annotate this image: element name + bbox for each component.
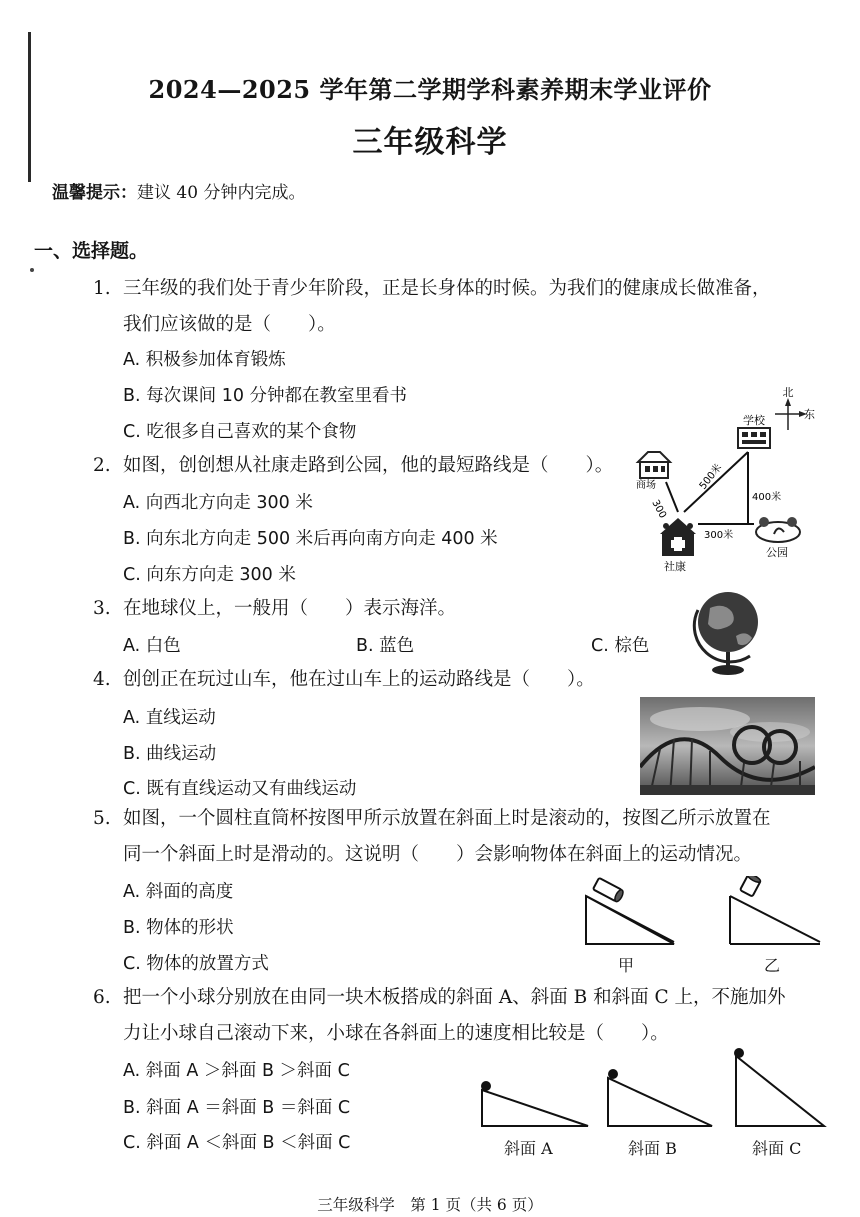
slope-yi	[730, 876, 820, 944]
school-icon	[738, 428, 770, 448]
question-number: 5.	[93, 808, 111, 829]
tip-text: 建议 40 分钟内完成。	[137, 183, 306, 203]
route-clinic-school	[684, 452, 748, 512]
ball-icon	[608, 1069, 618, 1079]
option-6a[interactable]: A. 斜面 A ＞斜面 B ＞斜面 C	[123, 1061, 350, 1081]
section-title: 一、选择题。	[34, 240, 149, 262]
three-slopes-figure	[474, 1044, 830, 1160]
option-2b[interactable]: B. 向东北方向走 500 米后再向南方向走 400 米	[123, 529, 498, 549]
option-4a[interactable]: A. 直线运动	[123, 708, 216, 728]
park-label: 公园	[766, 546, 788, 559]
option-5a[interactable]: A. 斜面的高度	[123, 882, 234, 902]
question-line: 如图，一个圆柱直筒杯按图甲所示放置在斜面上时是滚动的，按图乙所示放置在	[123, 808, 771, 829]
question-line: 创创正在玩过山车，他在过山车上的运动路线是（ ）。	[123, 669, 595, 690]
compass-north-label: 北	[782, 386, 794, 399]
tip-line	[52, 178, 305, 203]
compass-east-label: 东	[804, 408, 815, 421]
label-jia: 甲	[618, 956, 635, 975]
question-line: 在地球仪上，一般用（ ）表示海洋。	[123, 598, 457, 619]
slope-jia	[586, 878, 674, 944]
tip-label: 温馨提示：	[52, 183, 137, 203]
roller-coaster-image	[640, 697, 815, 795]
route-map-figure	[628, 384, 828, 574]
option-4c[interactable]: C. 既有直线运动又有曲线运动	[123, 779, 357, 799]
roller-coaster-photo	[640, 697, 815, 795]
scan-dot	[30, 268, 34, 272]
option-6c[interactable]: C. 斜面 A ＜斜面 B ＜斜面 C	[123, 1133, 351, 1153]
question-line: 把一个小球分别放在由同一块木板搭成的斜面 A、斜面 B 和斜面 C 上，不施加外	[123, 987, 786, 1008]
globe-figure	[684, 584, 774, 678]
park-icon	[756, 517, 800, 542]
distance-mall-clinic: 300	[649, 498, 669, 521]
compass-icon	[775, 398, 807, 430]
route-mall-clinic	[666, 482, 678, 512]
cup-lying-icon	[593, 878, 625, 903]
label-slope-c: 斜面 C	[752, 1139, 802, 1158]
question-number: 2.	[93, 455, 111, 476]
three-slopes-svg	[474, 1044, 830, 1132]
option-3b[interactable]: B. 蓝色	[356, 636, 415, 656]
option-1b[interactable]: B. 每次课间 10 分钟都在教室里看书	[123, 386, 408, 406]
distance-clinic-school: 500米	[697, 462, 725, 492]
question-line: 我们应该做的是（ ）。	[123, 314, 336, 335]
distance-school-park: 400米	[752, 492, 782, 503]
slope-a	[481, 1081, 588, 1126]
question-line: 如图，创创想从社康走路到公园，他的最短路线是（ ）。	[123, 455, 614, 476]
ball-icon	[481, 1081, 491, 1091]
clinic-icon	[660, 518, 696, 556]
globe-icon	[684, 584, 774, 678]
exam-title: 2024—2025 学年第二学期学科素养期末学业评价	[148, 75, 712, 104]
option-6b[interactable]: B. 斜面 A ＝斜面 B ＝斜面 C	[123, 1098, 351, 1118]
option-3a[interactable]: A. 白色	[123, 636, 181, 656]
question-number: 1.	[93, 278, 111, 299]
clinic-label: 社康	[664, 560, 686, 573]
slope-b	[608, 1069, 712, 1126]
option-1c[interactable]: C. 吃很多自己喜欢的某个食物	[123, 422, 357, 442]
option-2c[interactable]: C. 向东方向走 300 米	[123, 565, 296, 585]
label-slope-b: 斜面 B	[628, 1139, 677, 1158]
route-map-svg	[628, 384, 828, 574]
option-4b[interactable]: B. 曲线运动	[123, 744, 217, 764]
ball-icon	[734, 1048, 744, 1058]
question-number: 4.	[93, 669, 111, 690]
option-5b[interactable]: B. 物体的形状	[123, 918, 234, 938]
option-2a[interactable]: A. 向西北方向走 300 米	[123, 493, 313, 513]
mall-label: 商场	[636, 480, 656, 491]
mall-icon	[638, 452, 670, 478]
cup-slope-figure	[582, 876, 827, 974]
label-yi: 乙	[764, 956, 781, 975]
option-5c[interactable]: C. 物体的放置方式	[123, 954, 269, 974]
school-label: 学校	[743, 414, 765, 427]
question-line: 同一个斜面上时是滑动的。这说明（ ）会影响物体在斜面上的运动情况。	[123, 844, 753, 865]
option-3c[interactable]: C. 棕色	[591, 636, 650, 656]
slope-c	[734, 1048, 824, 1126]
question-number: 3.	[93, 598, 111, 619]
question-number: 6.	[93, 987, 111, 1008]
option-1a[interactable]: A. 积极参加体育锻炼	[123, 350, 286, 370]
distance-clinic-park: 300米	[704, 530, 734, 541]
question-line: 力让小球自己滚动下来，小球在各斜面上的速度相比较是（ ）。	[123, 1023, 669, 1044]
label-slope-a: 斜面 A	[504, 1139, 553, 1158]
page-footer: 三年级科学 第 1 页（共 6 页）	[317, 1196, 543, 1214]
exam-subtitle: 三年级科学	[352, 125, 508, 160]
question-line: 三年级的我们处于青少年阶段，正是长身体的时候。为我们的健康成长做准备，	[123, 278, 771, 299]
cup-upright-icon	[740, 876, 762, 897]
